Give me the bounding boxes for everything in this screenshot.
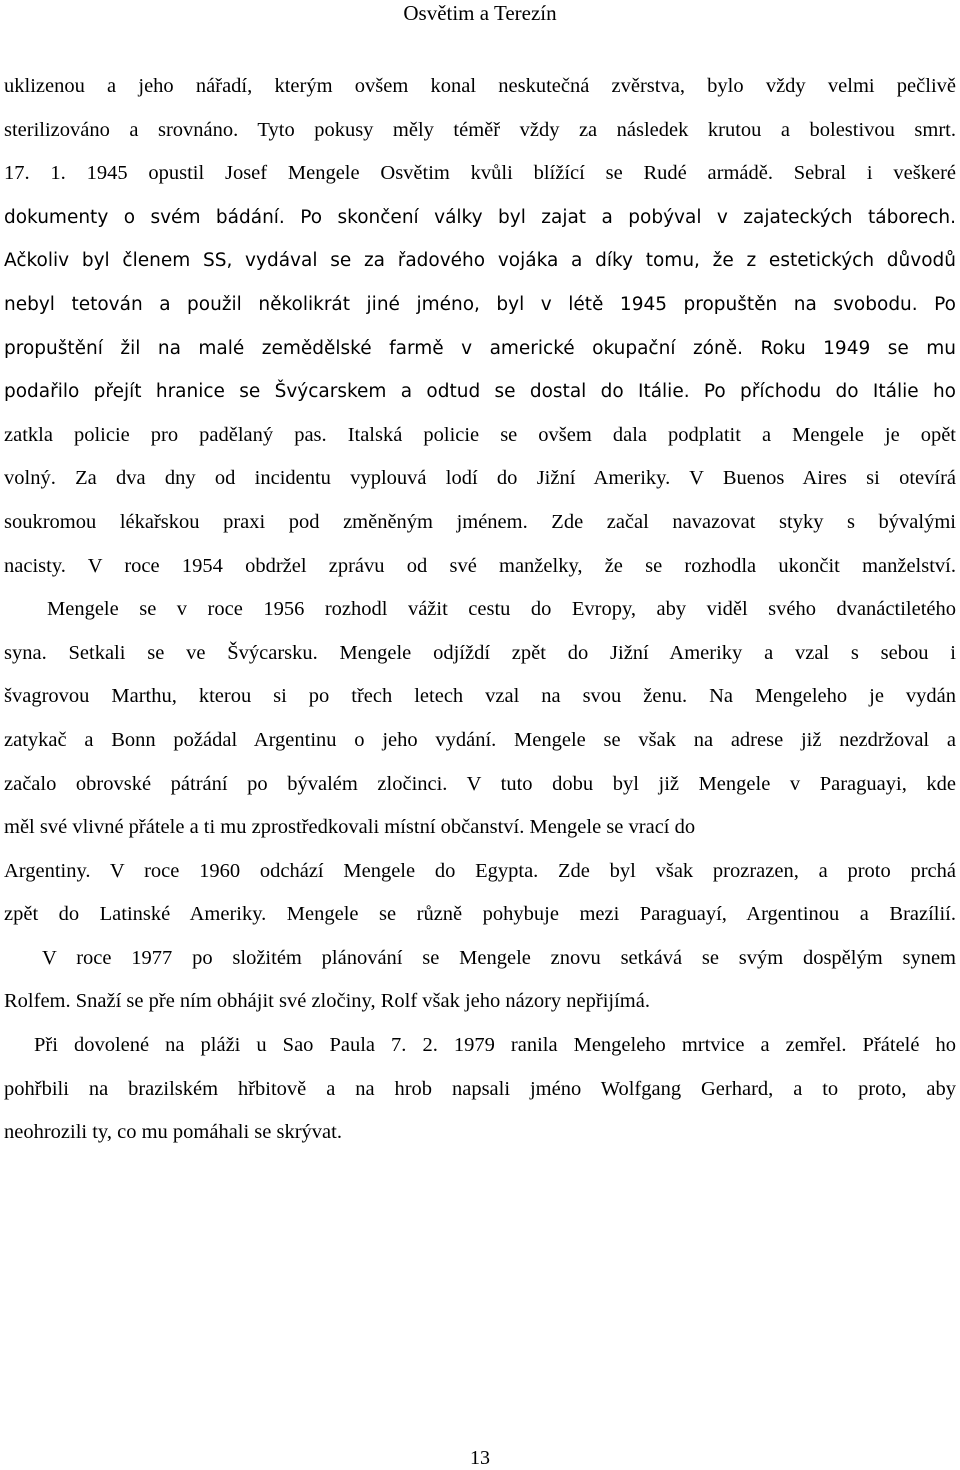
text-line: uklizenou a jeho nářadí, kterým ovšem konal neskutečná zvěrstva, bylo vždy velmi pečlivě xyxy=(4,75,956,97)
text-line: syna. Setkali se ve Švýcarsku. Mengele odjíždí zpět do Jižní Ameriky a vzal s sebou i xyxy=(4,641,956,664)
text-line: sterilizováno a srovnáno. Tyto pokusy měly téměř vždy za následek krutou a bolestivou smrt. xyxy=(4,118,956,141)
text-line: švagrovou Marthu, kterou si po třech letech vzal na svou ženu. Na Mengeleho je vydán xyxy=(4,685,956,708)
text-line: začalo obrovské pátrání po bývalém zločinci. V tuto dobu byl již Mengele v Paraguayi, kde xyxy=(4,772,956,795)
text-line: zatykač a Bonn požádal Argentinu o jeho vydání. Mengele se však na adrese již nezdržoval a xyxy=(4,728,956,751)
text-line: Ačkoliv byl členem SS, vydával se za řadového vojáka a díky tomu, že z estetických důvodů xyxy=(4,250,956,272)
text-line: zpět do Latinské Ameriky. Mengele se různě pohybuje mezi Paraguayí, Argentinou a Brazílií. xyxy=(4,903,956,926)
text-line: propuštění žil na malé zemědělské farmě v americké okupační zóně. Roku 1949 se mu xyxy=(4,337,956,359)
text-line: neohrozili ty, co mu pomáhali se skrývat. xyxy=(4,1121,342,1144)
text-line: nebyl tetován a použil několikrát jiné jméno, byl v létě 1945 propuštěn na svobodu. Po xyxy=(4,293,956,315)
body-text xyxy=(4,65,956,1155)
text-line: nacisty. V roce 1954 obdržel zprávu od své manželky, že se rozhodla ukončit manželství. xyxy=(4,554,956,577)
text-line: pohřbili na brazilském hřbitově a na hrob napsali jméno Wolfgang Gerhard, a to proto, aby xyxy=(4,1077,956,1100)
text-line: dokumenty o svém bádání. Po skončení války byl zajat a pobýval v zajateckých táborech. xyxy=(4,206,956,228)
text-line: Při dovolené na pláži u Sao Paula 7. 2. 1979 ranila Mengeleho mrtvice a zemřel. Přátelé ho xyxy=(34,1034,956,1057)
text-line: soukromou lékařskou praxi pod změněným jménem. Zde začal navazovat styky s bývalými xyxy=(4,510,956,533)
text-line: volný. Za dva dny od incidentu vyplouvá lodí do Jižní Ameriky. V Buenos Aires si otevírá xyxy=(4,467,956,490)
running-header: Osvětim a Terezín xyxy=(403,1,557,25)
text-line: zatkla policie pro padělaný pas. Italská policie se ovšem dala podplatit a Mengele je opět xyxy=(4,423,956,446)
text-line: měl své vlivné přátele a ti mu zprostředkovali místní občanství. Mengele se vrací do xyxy=(4,816,696,839)
text-line: podařilo přejít hranice se Švýcarskem a odtud se dostal do Itálie. Po příchodu do Itálie ho xyxy=(4,381,956,403)
text-line: V roce 1977 po složitém plánování se Mengele znovu setkává se svým dospělým synem xyxy=(42,946,956,969)
text-line: Argentiny. V roce 1960 odchází Mengele do Egypta. Zde byl však prozrazen, a proto prchá xyxy=(4,859,956,882)
page-number: 13 xyxy=(470,1447,490,1469)
text-line: Mengele se v roce 1956 rozhodl vážit cestu do Evropy, aby viděl svého dvanáctiletého xyxy=(47,598,956,621)
text-line: 17. 1. 1945 opustil Josef Mengele Osvětim kvůli blížící se Rudé armádě. Sebral i veškeré xyxy=(4,162,956,185)
text-line: Rolfem. Snaží se pře ním obhájit své zločiny, Rolf však jeho názory nepřijímá. xyxy=(4,990,650,1013)
